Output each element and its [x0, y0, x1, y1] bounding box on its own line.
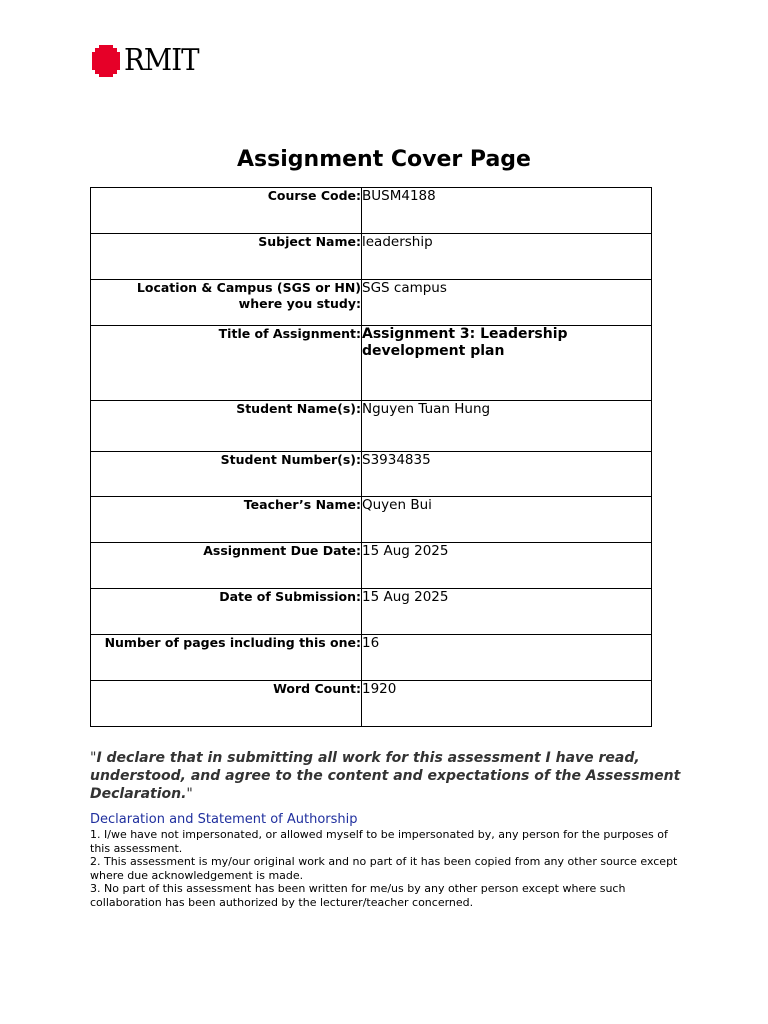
field-label: Assignment Due Date: [91, 543, 362, 589]
field-label: Title of Assignment: [91, 326, 362, 401]
declaration-heading: Declaration and Statement of Authorship [90, 812, 358, 827]
field-value: 1920 [362, 681, 652, 727]
table-row [91, 188, 652, 234]
rmit-logo [92, 44, 205, 78]
table-row [91, 543, 652, 589]
table-row [91, 401, 652, 452]
field-label: Student Name(s): [91, 401, 362, 452]
field-label: Student Number(s): [91, 452, 362, 497]
field-value: Quyen Bui [362, 497, 652, 543]
field-label: Location & Campus (SGS or HN) where you study: [91, 280, 362, 326]
declaration-list [90, 828, 680, 909]
table-row [91, 234, 652, 280]
declaration-quote [90, 749, 690, 803]
field-label: Teacher’s Name: [91, 497, 362, 543]
field-label: Number of pages including this one: [91, 635, 362, 681]
field-label: Course Code: [91, 188, 362, 234]
field-value: 15 Aug 2025 [362, 543, 652, 589]
field-value: Nguyen Tuan Hung [362, 401, 652, 452]
table-row [91, 280, 652, 326]
list-item: 2. This assessment is my/our original work and no part of it has been copied from any other source except where due acknowledgement is made. [90, 855, 678, 882]
logo-wordmark: RMIT [124, 43, 199, 78]
rmit-pixel-icon [92, 45, 120, 77]
field-value: leadership [362, 234, 652, 280]
field-value: BUSM4188 [362, 188, 652, 234]
quote-open-mark: " [90, 750, 97, 766]
field-value: SGS campus [362, 280, 652, 326]
field-value: Assignment 3: Leadership development plan [362, 326, 652, 401]
page-title: Assignment Cover Page [237, 147, 531, 172]
table-row [91, 452, 652, 497]
field-label: Date of Submission: [91, 589, 362, 635]
field-label: Subject Name: [91, 234, 362, 280]
table-row [91, 326, 652, 401]
field-value: S3934835 [362, 452, 652, 497]
field-value: 15 Aug 2025 [362, 589, 652, 635]
cover-table [90, 187, 652, 727]
list-item: 1. I/we have not impersonated, or allowed myself to be impersonated by, any person for the purposes of this assessment. [90, 828, 668, 855]
quote-close-mark: " [186, 786, 193, 802]
declaration-quote-text: I declare that in submitting all work for this assessment I have read, understood, and agree to the content and expectations of the Assessment Declaration. [90, 750, 681, 802]
field-value: 16 [362, 635, 652, 681]
table-row [91, 497, 652, 543]
field-label: Word Count: [91, 681, 362, 727]
table-row [91, 681, 652, 727]
table-row [91, 635, 652, 681]
list-item: 3. No part of this assessment has been written for me/us by any other person except where such collaboration has been authorized by the lecturer/teacher concerned. [90, 882, 626, 909]
table-row [91, 589, 652, 635]
